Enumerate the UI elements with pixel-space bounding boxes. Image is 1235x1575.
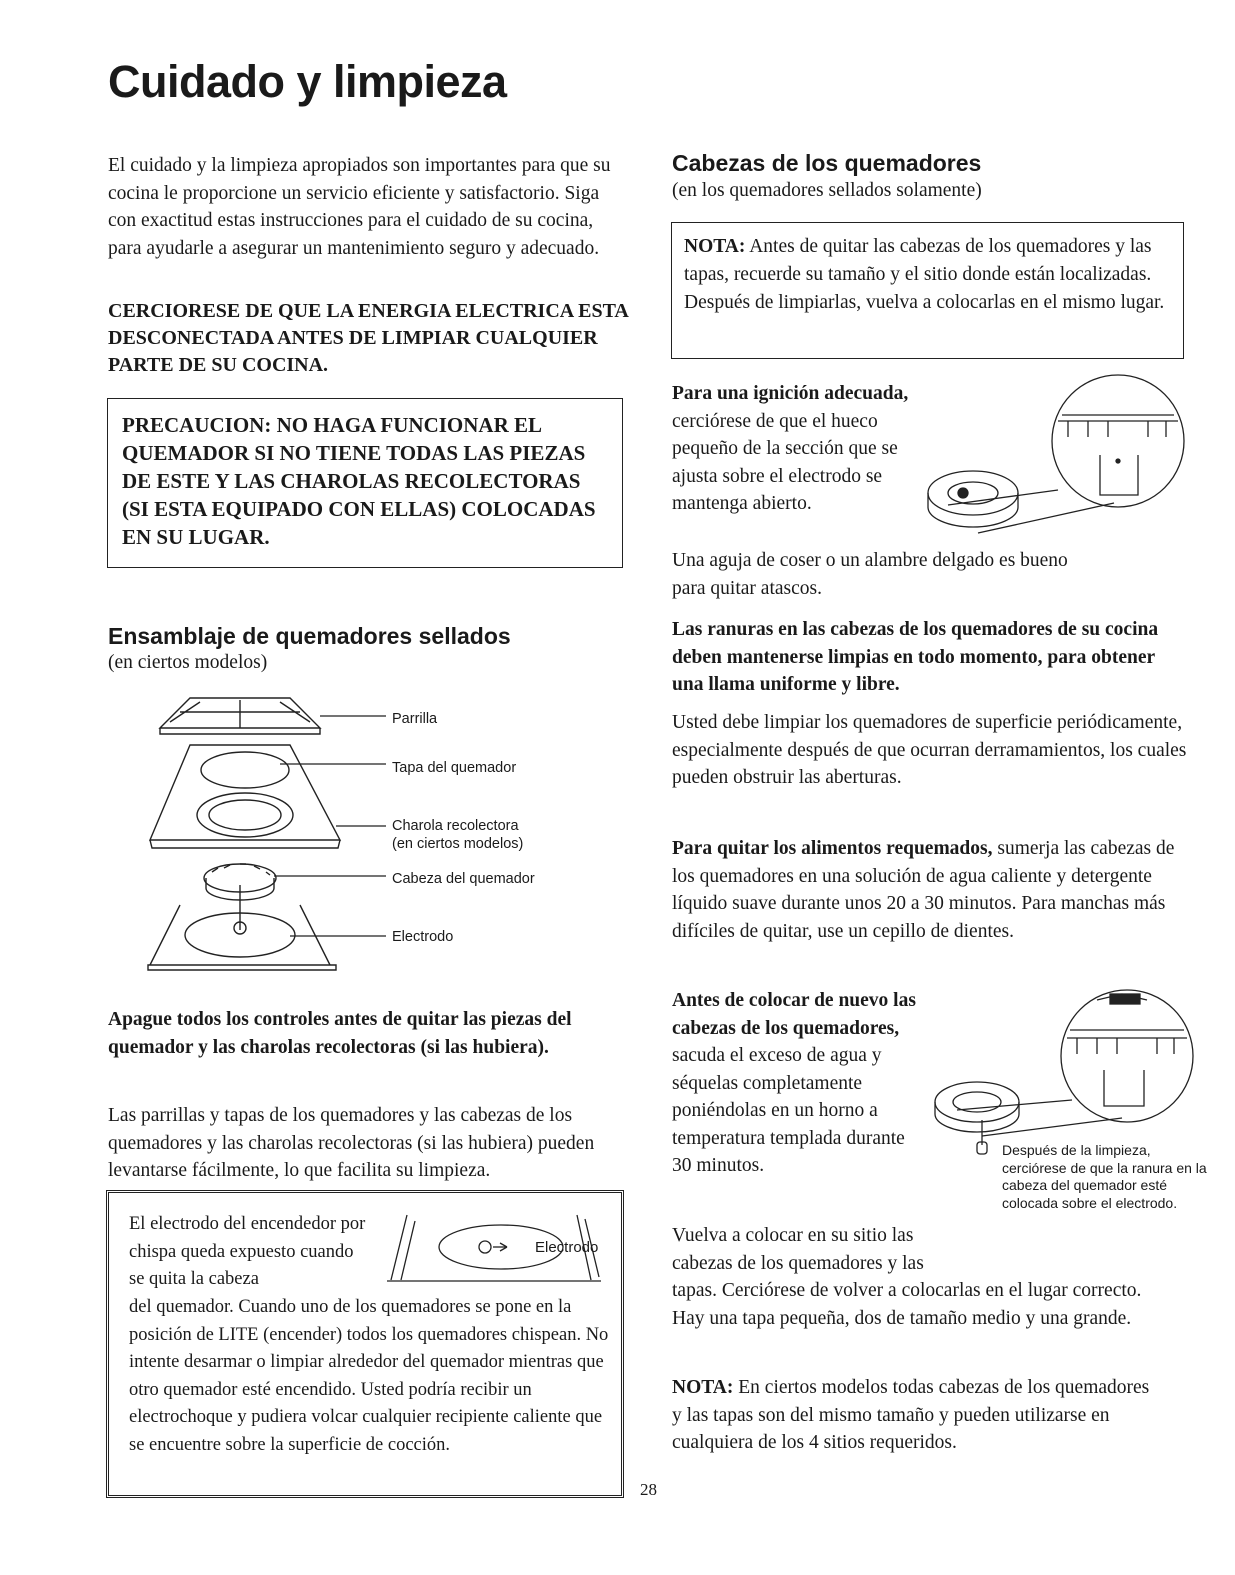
assembly-heading: Ensamblaje de quemadores sellados — [108, 623, 511, 649]
before-replacing-paragraph — [672, 987, 922, 1180]
label-burner-head: Cabeza del quemador — [392, 871, 535, 887]
ignition-body: cerciórese de que el hueco pequeño de la sección que se ajusta sobre el electrodo se mantenga abierto. — [672, 410, 898, 514]
note-body: Antes de quitar las cabezas de los quemadores y las tapas, recuerde su tamaño y el sitio donde están localizadas. Después de limpiarlas, vuelva a colocarlas en el mismo lugar. — [684, 236, 1165, 313]
ignition-paragraph — [672, 380, 912, 518]
label-burner-cap: Tapa del quemador — [392, 760, 517, 776]
label-grate: Parrilla — [392, 711, 438, 727]
slots-bold-statement: Las ranuras en las cabezas de los quemadores de su cocina deben mantenerse limpias en todo momento, para obtener una llama uniforme y libre. — [672, 619, 1159, 695]
note-box — [671, 222, 1184, 359]
ignition-lead: Para una ignición adecuada, — [672, 383, 909, 404]
burned-food-paragraph — [672, 835, 1187, 945]
after-cleaning-caption: Después de la limpieza, cerciórese de que la ranura en la cabeza del quemador esté colocada sobre el electrodo. — [1002, 1142, 1207, 1211]
caution-text: PRECAUCION: NO HAGA FUNCIONAR EL QUEMADOR SI NO TIENE TODAS LAS PIEZAS DE ESTE Y LAS CHAROLAS RECOLECTORAS (SI ESTA EQUIPADO CON ELLAS) COLOCADAS EN SU LUGAR. — [122, 413, 596, 549]
note-box-text — [684, 233, 1171, 317]
burned-lead: Para quitar los alimentos requemados, — [672, 838, 993, 859]
turn-off-controls-warning: Apague todos los controles antes de quitar las piezas del quemador y las charolas recolectoras (si las hubiera). — [108, 1009, 572, 1058]
final-note-lead: NOTA: — [672, 1377, 734, 1398]
burner-assembly-diagram — [140, 690, 380, 980]
replace-heads-paragraph-end: tapas. Cerciórese de volver a colocarlas en el lugar correcto. Hay una tapa pequeña, dos de tamaño medio y una grande. — [672, 1280, 1142, 1329]
label-drip-pan: Charola recolectora — [392, 818, 519, 834]
burner-heads-subheading: (en los quemadores sellados solamente) — [672, 180, 982, 201]
label-electrode: Electrodo — [392, 929, 454, 945]
electrode-warning-box — [106, 1190, 624, 1498]
periodic-cleaning-paragraph: Usted debe limpiar los quemadores de superficie periódicamente, especialmente después de que ocurran derramamientos, los cuales pueden obstruir las aberturas. — [672, 712, 1187, 788]
energy-warning: CERCIORESE DE QUE LA ENERGIA ELECTRICA ESTA DESCONECTADA ANTES DE LIMPIAR CUALQUIER PARTE DE SU COCINA. — [108, 300, 628, 376]
electrode-inline-label: Electrodo — [535, 1239, 599, 1256]
burned-body: sumerja las cabezas de los quemadores en una solución de agua caliente y detergente líquido suave durante unos 20 a 30 minutos. Para manchas más difíciles de quitar, use un cepillo de dientes. — [672, 838, 1175, 942]
label-drip-pan-note: (en ciertos modelos) — [392, 836, 524, 852]
note-lead: NOTA: — [684, 236, 746, 257]
page-number: 28 — [640, 1480, 657, 1499]
before-body: sacuda el exceso de agua y séquelas completamente poniéndolas en un horno a temperatura templada durante 30 minutos. — [672, 1045, 905, 1176]
final-note-body: En ciertos modelos todas cabezas de los quemadores y las tapas son del mismo tamaño y pueden utilizarse en cualquiera de los 4 sitios requeridos. — [672, 1377, 1150, 1453]
intro-paragraph: El cuidado y la limpieza apropiados son importantes para que su cocina le proporcione un servicio eficiente y satisfactorio. Siga con exactitud estas instrucciones para el cuidado de su cocina, para ayudarle a asegurar un mantenimiento seguro y adecuado. — [108, 155, 611, 259]
burner-head-opening-illustration — [918, 375, 1188, 545]
page-title: Cuidado y limpieza — [108, 56, 507, 107]
final-note-paragraph — [672, 1374, 1162, 1457]
replace-heads-paragraph-start: Vuelva a colocar en su sitio las cabezas de los quemadores y las — [672, 1225, 924, 1274]
before-lead: Antes de colocar de nuevo las cabezas de los quemadores, — [672, 990, 916, 1039]
burner-heads-heading: Cabezas de los quemadores — [672, 150, 982, 176]
ignition-tail: Una aguja de coser o un alambre delgado es bueno para quitar atascos. — [672, 550, 1068, 599]
electrode-warning-intro: El electrodo del encendedor por chispa queda expuesto cuando se quita la cabeza — [129, 1214, 366, 1289]
assembly-subheading: (en ciertos modelos) — [108, 652, 268, 673]
burner-head-placement-illustration — [922, 990, 1192, 1160]
removable-parts-paragraph: Las parrillas y tapas de los quemadores y las cabezas de los quemadores y las charolas recolectoras (si las hubiera) pueden levantarse fácilmente, lo que facilita su limpieza. — [108, 1105, 595, 1181]
electrode-warning-text: del quemador. Cuando uno de los quemadores se pone en la posición de LITE (encender) todos los quemadores chispean. No intente desarmar o limpiar alrededor del quemador mientras que otro quemador esté encendido. Usted podría recibir un electrochoque y pudiera volcar cualquier recipiente caliente que se encuentre sobre la superficie de cocción. — [129, 1297, 609, 1455]
caution-box — [107, 398, 623, 568]
